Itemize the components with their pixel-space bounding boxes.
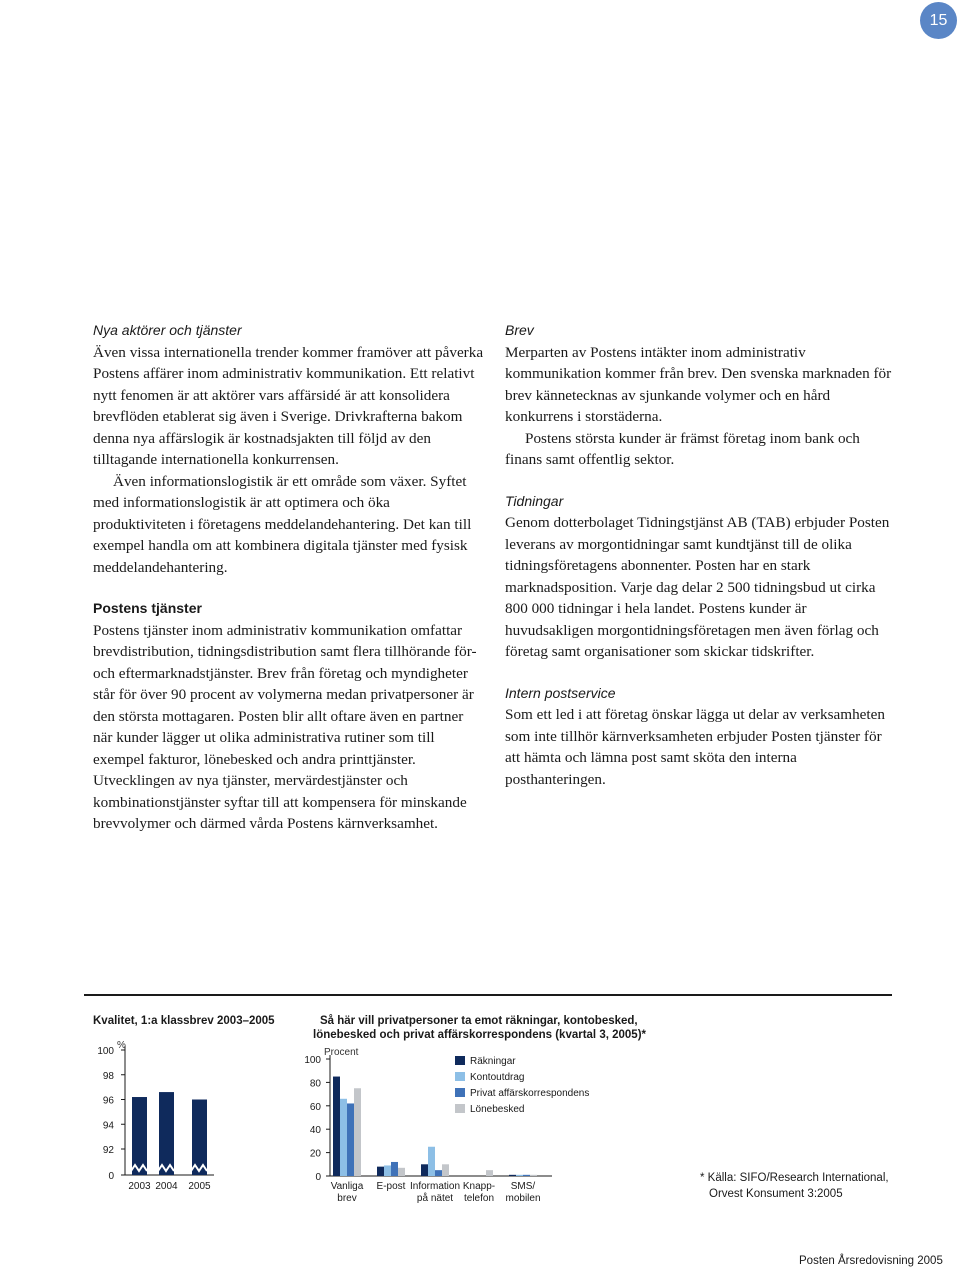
source-note	[700, 1170, 889, 1202]
bar	[354, 1088, 361, 1176]
x-tick-label: Vanliga	[330, 1181, 364, 1192]
y-tick-label: 98	[102, 1070, 114, 1082]
bar	[391, 1162, 398, 1176]
paragraph-postens-tjanster: Postens tjänster inom administrativ kommunikation omfattar brevdistribution, tidningsdistribution samt flera tillhörande för- och eftermarknadstjänster. Brev från företag och myndigheter står för över 90 procent av volymerna medan privatpersoner är den största mottagaren. Posten blir allt oftare även en partner när kunder lägger ut olika administrativa rutiner som till exempel fakturor, lönebesked och andra printtjänster. Utvecklingen av nya tjänster, mervärdestjänster och kombinationstjänster syftar till att kompensera för minskande brevvolymer och därmed vårda Postens kärnverksamhet.	[93, 621, 477, 832]
x-tick-label: 2003	[128, 1181, 151, 1192]
bar	[530, 1175, 537, 1176]
y-tick-label: 100	[97, 1046, 114, 1057]
bar	[442, 1164, 449, 1176]
paragraph-trender: Även vissa internationella trender kommer framöver att påverka Postens affärer inom administrativ kommunikation. Ett relativt nytt fenomen är att aktörer vars affärsidé är att konsolidera brevflöden etablerat sig även i Sverige. Drivkrafterna bakom denna nya affärslogik är kostnadsjakten till följd av den tilltagande internationella konkurrensen.	[93, 343, 484, 468]
legend-label: Lönebesked	[470, 1104, 525, 1115]
section-divider	[84, 994, 892, 996]
bar	[377, 1167, 384, 1176]
heading-intern-postservice: Intern postservice	[505, 684, 616, 701]
bar	[384, 1165, 391, 1176]
y-tick-label: 0	[108, 1171, 114, 1182]
paragraph-tidningar: Genom dotterbolaget Tidningstjänst AB (TAB) erbjuder Posten leverans av morgontidningar samt kundtjänst till de olika tidningsföretagens abonnenter. Posten har en stark marknadsposition. Varje dag delar 2 500 tidningsbud ut cirka 800 000 tidningar i hela landet. Postens kunder är huvudsakligen morgontidningsföretagen men även förlag och företag samt organisationer som skickar tidskrifter.	[505, 514, 890, 660]
legend-swatch	[455, 1056, 465, 1065]
bar	[159, 1092, 174, 1175]
chart-title-line-1: Så här vill privatpersoner ta emot räkningar, kontobesked,	[320, 1015, 638, 1027]
bar	[523, 1175, 530, 1176]
legend-swatch	[455, 1072, 465, 1081]
bar	[333, 1077, 340, 1176]
legend-swatch	[455, 1104, 465, 1113]
bar	[192, 1100, 207, 1176]
bar	[509, 1175, 516, 1176]
footer-text: Posten Årsredovisning 2005	[799, 1255, 943, 1267]
heading-nya-aktorer: Nya aktörer och tjänster	[93, 322, 242, 338]
y-tick-label: 96	[102, 1095, 114, 1107]
x-tick-label: 2004	[155, 1181, 178, 1192]
source-note-line-2: Orvest Konsument 3:2005	[709, 1188, 843, 1200]
y-tick-label: 92	[102, 1145, 114, 1156]
y-tick-label: 20	[309, 1148, 321, 1160]
y-unit-label: Procent	[324, 1047, 359, 1058]
y-tick-label: 0	[315, 1172, 321, 1183]
right-column	[505, 320, 895, 790]
quality-chart	[84, 1006, 284, 1206]
bar	[421, 1164, 428, 1176]
source-note-line-1: * Källa: SIFO/Research International,	[700, 1172, 889, 1184]
y-tick-label: 94	[102, 1120, 114, 1132]
y-tick-label: 40	[309, 1125, 321, 1137]
paragraph-kunder: Postens största kunder är främst företag inom bank och finans samt offentlig sektor.	[505, 429, 860, 468]
x-tick-label: brev	[337, 1193, 357, 1204]
page-number-badge: 15	[920, 2, 957, 39]
x-tick-label: 2005	[188, 1181, 211, 1192]
chart-title-line-2: lönebesked och privat affärskorrespondens (kvartal 3, 2005)*	[313, 1029, 646, 1041]
bar	[516, 1175, 523, 1176]
bar	[428, 1147, 435, 1176]
x-tick-label: Information	[409, 1181, 461, 1192]
y-tick-label: 60	[309, 1101, 321, 1113]
legend-label: Räkningar	[470, 1056, 516, 1067]
bar	[398, 1168, 405, 1176]
legend-label: Privat affärskorrespondens	[470, 1088, 590, 1099]
y-unit-label: %	[117, 1040, 126, 1051]
heading-brev: Brev	[505, 322, 534, 338]
paragraph-brev: Merparten av Postens intäkter inom administrativ kommunikation kommer från brev. Den svenska marknaden för brev kännetecknas av sjunkande volymer och en hård konkurrens i storstäderna.	[505, 343, 892, 425]
heading-tidningar: Tidningar	[505, 492, 564, 509]
paragraph-intern-postservice: Som ett led i att företag önskar lägga ut delar av verksamheten som inte tillhör kärnverksamheten erbjuder Posten tjänster för att hämta och lämna post samt sköta den interna posthanteringen.	[505, 706, 885, 788]
bar	[340, 1099, 347, 1176]
bar	[435, 1170, 442, 1176]
bar	[486, 1170, 493, 1176]
receive-preference-chart	[290, 1006, 690, 1206]
paragraph-informationslogistik: Även informationslogistik är ett område som växer. Syftet med informationslogistik är att optimera och öka produktiviteten i företagens meddelandehantering. Det kan till exempel handla om att kombinera digitala tjänster med fysisk meddelandehantering.	[93, 472, 472, 576]
y-tick-label: 80	[309, 1078, 321, 1090]
x-tick-label: Knapp-	[462, 1181, 496, 1192]
legend-swatch	[455, 1088, 465, 1097]
heading-postens-tjanster: Postens tjänster	[93, 600, 202, 616]
x-tick-label: mobilen	[505, 1193, 541, 1204]
left-column	[93, 320, 485, 835]
x-tick-label: E-post	[376, 1181, 406, 1192]
y-tick-label: 100	[304, 1055, 321, 1066]
bar	[347, 1103, 354, 1176]
x-tick-label: telefon	[463, 1193, 495, 1204]
legend-label: Kontoutdrag	[470, 1072, 525, 1083]
chart-title: Kvalitet, 1:a klassbrev 2003–2005	[93, 1015, 275, 1027]
x-tick-label: på nätet	[416, 1193, 454, 1204]
x-tick-label: SMS/	[510, 1181, 536, 1192]
bar	[132, 1097, 147, 1175]
